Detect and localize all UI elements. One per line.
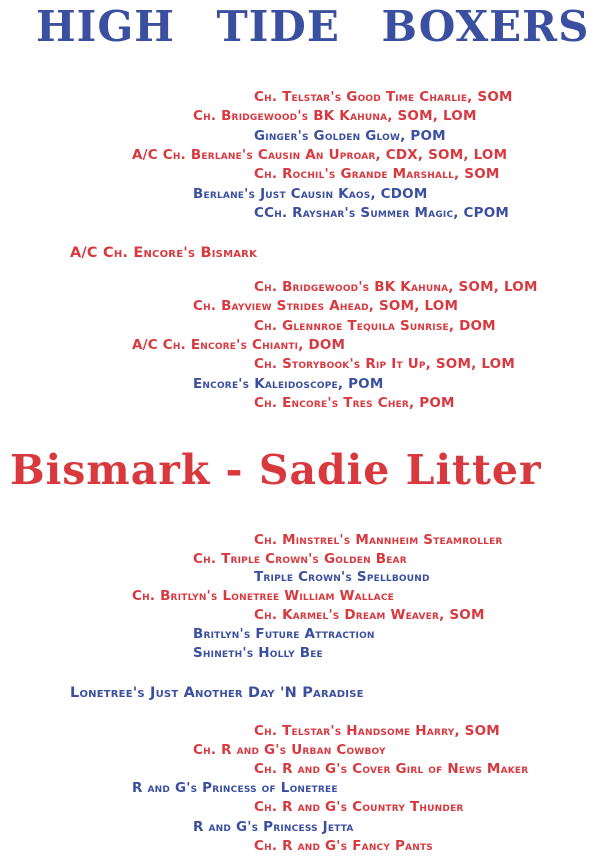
ancestor-line: Ch. R and G's Fancy Pants bbox=[254, 838, 433, 854]
litter-title: Bismark - Sadie Litter bbox=[10, 446, 542, 494]
ancestor-line: Ch. R and G's Urban Cowboy bbox=[193, 742, 386, 758]
ancestor-line: Ch. Bayview Strides Ahead, SOM, LOM bbox=[193, 298, 459, 314]
ancestor-line: Ch. Encore's Tres Cher, POM bbox=[254, 395, 455, 411]
ancestor-line: Encore's Kaleidoscope, POM bbox=[193, 376, 384, 392]
ancestor-line: Ch. Rochil's Grande Marshall, SOM bbox=[254, 166, 500, 182]
ancestor-line: Ginger's Golden Glow, POM bbox=[254, 128, 446, 144]
subject-dog: A/C Ch. Encore's Bismark bbox=[70, 245, 258, 261]
ancestor-line: Triple Crown's Spellbound bbox=[254, 569, 430, 585]
ancestor-line: R and G's Princess Jetta bbox=[193, 819, 354, 835]
ancestor-line: Berlane's Just Causin Kaos, CDOM bbox=[193, 186, 428, 202]
ancestor-line: Ch. Karmel's Dream Weaver, SOM bbox=[254, 607, 485, 623]
subject-dog: Lonetree's Just Another Day 'N Paradise bbox=[70, 685, 364, 701]
ancestor-line: A/C Ch. Encore's Chianti, DOM bbox=[132, 337, 346, 353]
ancestor-line: Ch. Storybook's Rip It Up, SOM, LOM bbox=[254, 356, 515, 372]
ancestor-line: Shineth's Holly Bee bbox=[193, 645, 323, 661]
ancestor-line: Ch. Bridgewood's BK Kahuna, SOM, LOM bbox=[254, 279, 538, 295]
ancestor-line: Ch. R and G's Country Thunder bbox=[254, 799, 464, 815]
ancestor-line: Ch. Bridgewood's BK Kahuna, SOM, LOM bbox=[193, 108, 477, 124]
ancestor-line: CCh. Rayshar's Summer Magic, CPOM bbox=[254, 205, 510, 221]
ancestor-line: Ch. Triple Crown's Golden Bear bbox=[193, 551, 407, 567]
ancestor-line: Ch. Britlyn's Lonetree William Wallace bbox=[132, 588, 394, 604]
ancestor-line: Ch. R and G's Cover Girl of News Maker bbox=[254, 761, 529, 777]
ancestor-line: Ch. Minstrel's Mannheim Steamroller bbox=[254, 532, 503, 548]
ancestor-line: Ch. Telstar's Good Time Charlie, SOM bbox=[254, 89, 513, 105]
ancestor-line: Britlyn's Future Attraction bbox=[193, 626, 375, 642]
ancestor-line: Ch. Glennroe Tequila Sunrise, DOM bbox=[254, 318, 496, 334]
ancestor-line: R and G's Princess of Lonetree bbox=[132, 780, 338, 796]
ancestor-line: Ch. Telstar's Handsome Harry, SOM bbox=[254, 723, 500, 739]
ancestor-line: A/C Ch. Berlane's Causin An Uproar, CDX, SOM, LOM bbox=[132, 147, 508, 163]
page-title: HIGH TIDE BOXERS bbox=[36, 2, 590, 51]
